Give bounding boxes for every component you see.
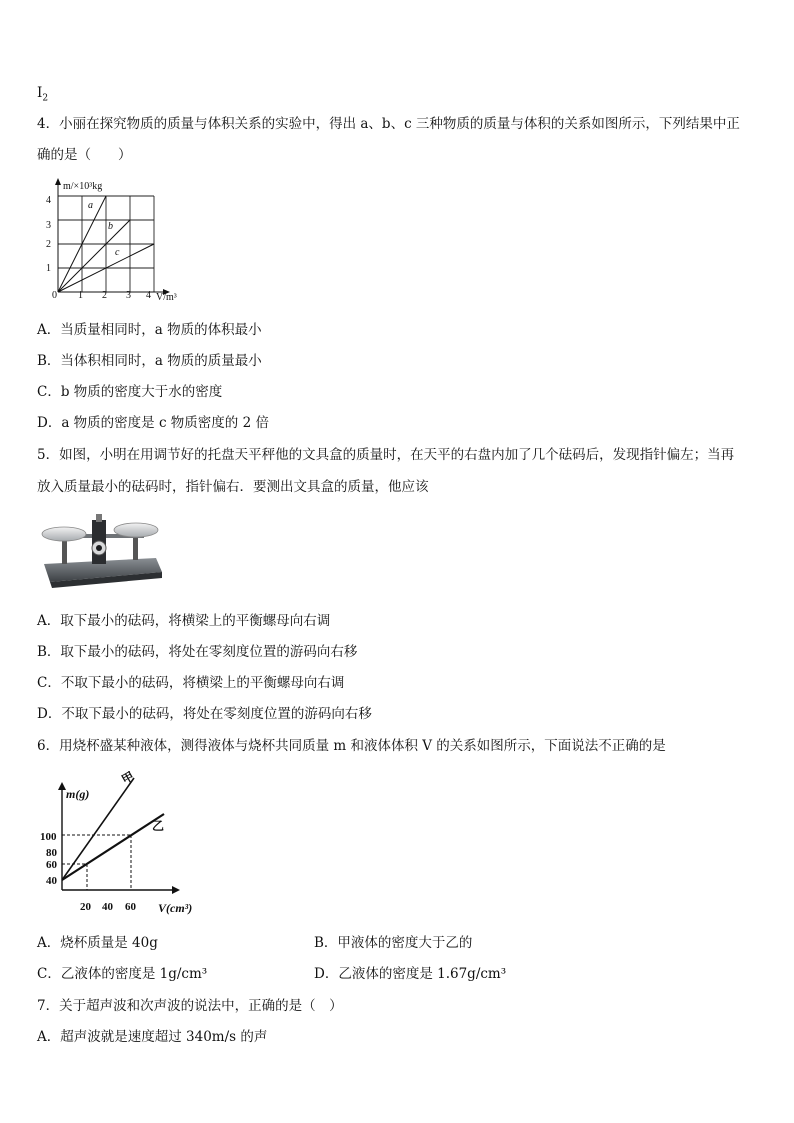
q4-x-axis-label: V/m³ (156, 292, 177, 303)
q4-y-tick: 2 (46, 239, 51, 250)
q5-option-a: A．取下最小的砝码，将横梁上的平衡螺母向右调 (37, 613, 331, 629)
q4-y-axis-label: m/×10³kg (63, 181, 103, 192)
q4-y-tick: 4 (46, 195, 51, 206)
fragment-text: $I_2$ (37, 85, 49, 104)
q6-y-tick: 40 (46, 875, 57, 887)
q4-x-tick: 2 (102, 290, 107, 301)
q4-y-tick: 1 (46, 263, 51, 274)
q4-stem-line1: 4．小丽在探究物质的质量与体积关系的实验中，得出 a、b、c 三种物质的质量与体积的关系如图所示，下列结果中正 (37, 116, 740, 132)
q6-x-arrow-icon (172, 886, 180, 894)
q6-y-arrow-icon (58, 782, 66, 790)
q6-y-tick: 100 (40, 831, 57, 843)
q4-x-tick: 3 (126, 290, 131, 301)
q4-option-a: A．当质量相同时，a 物质的体积最小 (37, 322, 262, 338)
q6-stem: 6．用烧杯盛某种液体，测得液体与烧杯共同质量 m 和液体体积 V 的关系如图所示，下面说法不正确的是 (37, 738, 666, 754)
q4-option-b: B．当体积相同时，a 物质的质量最小 (37, 353, 262, 369)
q6-x-tick: 60 (125, 901, 136, 913)
q4-y-tick: 3 (46, 220, 51, 231)
q6-y-axis-label: m(g) (66, 787, 90, 801)
q6-x-axis-label: V(cm³) (158, 901, 193, 915)
q6-y-tick: 60 (46, 859, 57, 871)
q6-x-tick: 40 (102, 901, 113, 913)
q4-line-b-label: b (108, 221, 113, 232)
q6-mass-volume-graph (34, 768, 214, 924)
q6-x-tick: 20 (80, 901, 91, 913)
q5-stem-line1: 5．如图，小明在用调节好的托盘天平秤他的文具盒的质量时，在天平的右盘内加了几个砝码后，发现指针偏左；当再 (37, 447, 735, 463)
q4-option-c: C．b 物质的密度大于水的密度 (37, 384, 223, 400)
balance-scale-image (38, 508, 168, 590)
q6-option-a: A．烧杯质量是 40g (37, 935, 158, 951)
q5-option-d: D．不取下最小的砝码，将处在零刻度位置的游码向右移 (37, 706, 372, 722)
q6-line-yi (62, 814, 164, 880)
q4-x-tick: 0 (52, 290, 57, 301)
q6-option-c: C．乙液体的密度是 1g/cm³ (37, 966, 208, 982)
q5-stem-line2: 放入质量最小的砝码时，指针偏右．要测出文具盒的质量，他应该 (37, 479, 429, 495)
q4-line-c-label: c (115, 247, 120, 258)
q7-option-a: A．超声波就是速度超过 340m/s 的声 (37, 1029, 268, 1045)
q4-x-tick: 4 (146, 290, 151, 301)
q6-option-d: D．乙液体的密度是 1.67g/cm³ (314, 966, 507, 982)
q4-mass-volume-graph (38, 174, 198, 304)
q4-y-arrow-icon (55, 178, 61, 185)
q5-option-b: B．取下最小的砝码，将处在零刻度位置的游码向右移 (37, 644, 358, 660)
q4-option-d: D．a 物质的密度是 c 物质密度的 2 倍 (37, 415, 269, 431)
q5-option-c: C．不取下最小的砝码，将横梁上的平衡螺母向右调 (37, 675, 345, 691)
q4-x-tick: 1 (78, 290, 83, 301)
q6-line-jia-label: 甲 (119, 768, 137, 788)
q7-stem: 7．关于超声波和次声波的说法中，正确的是（ ） (37, 998, 343, 1014)
q6-line-yi-label: 乙 (152, 819, 165, 833)
q6-option-b: B．甲液体的密度大于乙的 (314, 935, 473, 951)
q4-stem-line2: 确的是（ ） (37, 147, 132, 163)
q4-line-a-label: a (88, 200, 93, 211)
q6-y-tick: 80 (46, 847, 57, 859)
